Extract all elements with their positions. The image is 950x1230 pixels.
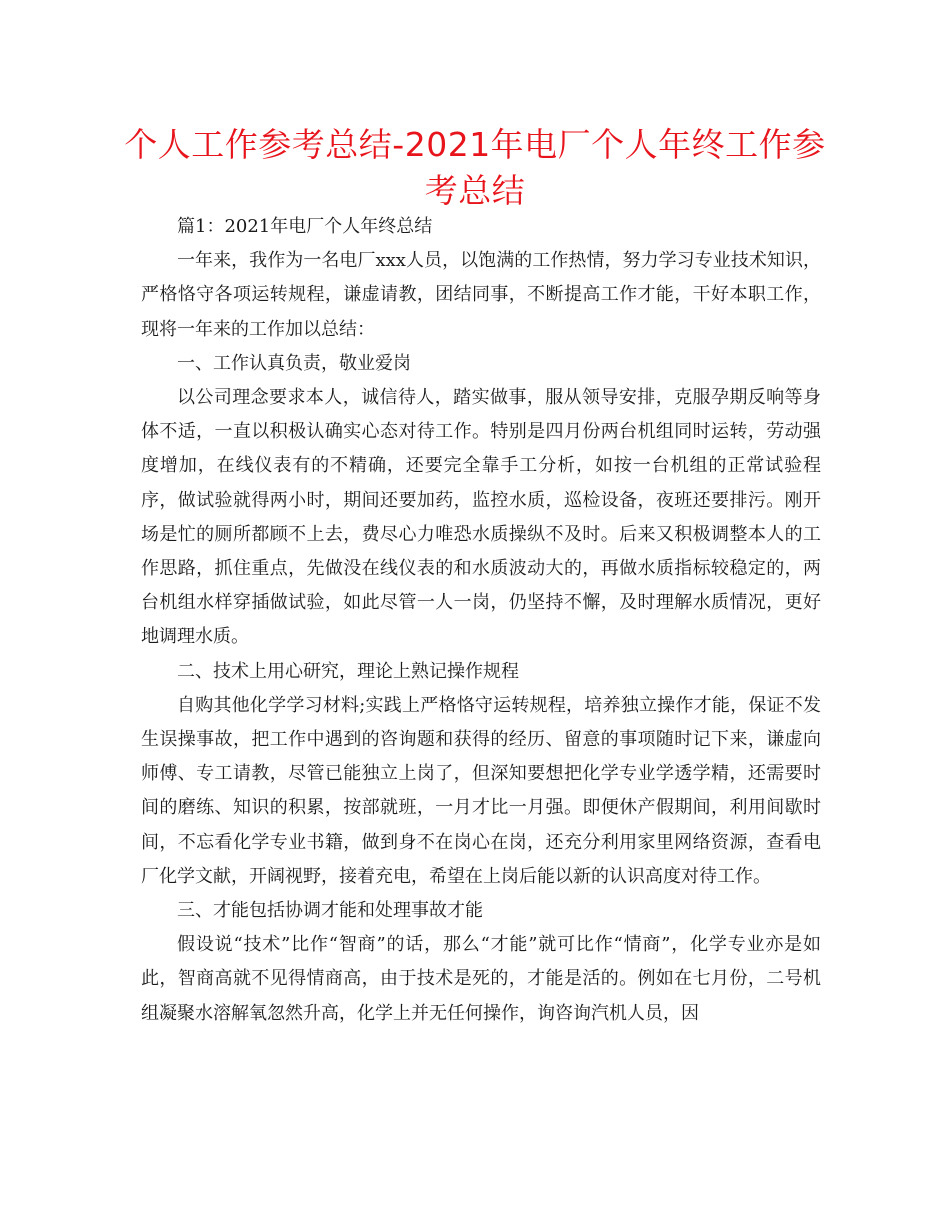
document-body [141,210,821,1031]
paragraph-1: 以公司理念要求本人，诚信待人，踏实做事，服从领导安排，克服孕期反响等身体不适，一直以积极认确实心态对待工作。特别是四月份两台机组同时运转，劳动强度增加，在线仪表有的不精确，还要完全靠手工分析，如按一台机组的正常试验程序，做试验就得两小时，期间还要加药，监控水质，巡检设备，夜班还要排污。刚开场是忙的厕所都顾不上去，费尽心力唯恐水质操纵不及时。后来又积极调整本人的工作思路，抓住重点，先做没在线仪表的和水质波动大的，再做水质指标较稳定的，两台机组水样穿插做试验，如此尽管一人一岗，仍坚持不懈，及时理解水质情况，更好地调理水质。 [141,387,821,648]
section-heading-2: 二、技术上用心研究，理论上熟记操作规程 [177,660,519,682]
document-title: 个人工作参考总结-2021年电厂个人年终工作参考总结 [124,125,826,210]
paragraph-2: 自购其他化学学习材料;实践上严格恪守运转规程，培养独立操作才能，保证不发生误操事故，把工作中遇到的咨询题和获得的经历、留意的事项随时记下来，谦虚向师傅、专工请教，尽管已能独立上岗了，但深知要想把化学专业学透学精，还需要时间的磨练、知识的积累，按部就班，一月才比一月强。即便休产假期间，利用间歇时间，不忘看化学专业书籍，做到身不在岗心在岗，还充分利用家里网络资源，查看电厂化学文献，开阔视野，接着充电，希望在上岗后能以新的认识高度对待工作。 [141,694,821,887]
section-subtitle: 篇1：2021年电厂个人年终总结 [177,216,433,237]
paragraph-intro: 一年来，我作为一名电厂xxx人员，以饱满的工作热情，努力学习专业技术知识，严格恪守各项运转规程，谦虚请教，团结同事，不断提高工作才能，干好本职工作，现将一年来的工作加以总结： [141,250,821,340]
paragraph-3: 假设说“技术”比作“智商”的话，那么“才能”就可比作“情商”，化学专业亦是如此，智商高就不见得情商高，由于技术是死的，才能是活的。例如在七月份，二号机组凝聚水溶解氧忽然升高，化学上并无任何操作，询咨询汽机人员，因 [141,934,821,1024]
section-heading-1: 一、工作认真负责，敬业爱岗 [177,352,411,374]
section-heading-3: 三、才能包括协调才能和处理事故才能 [177,900,483,922]
